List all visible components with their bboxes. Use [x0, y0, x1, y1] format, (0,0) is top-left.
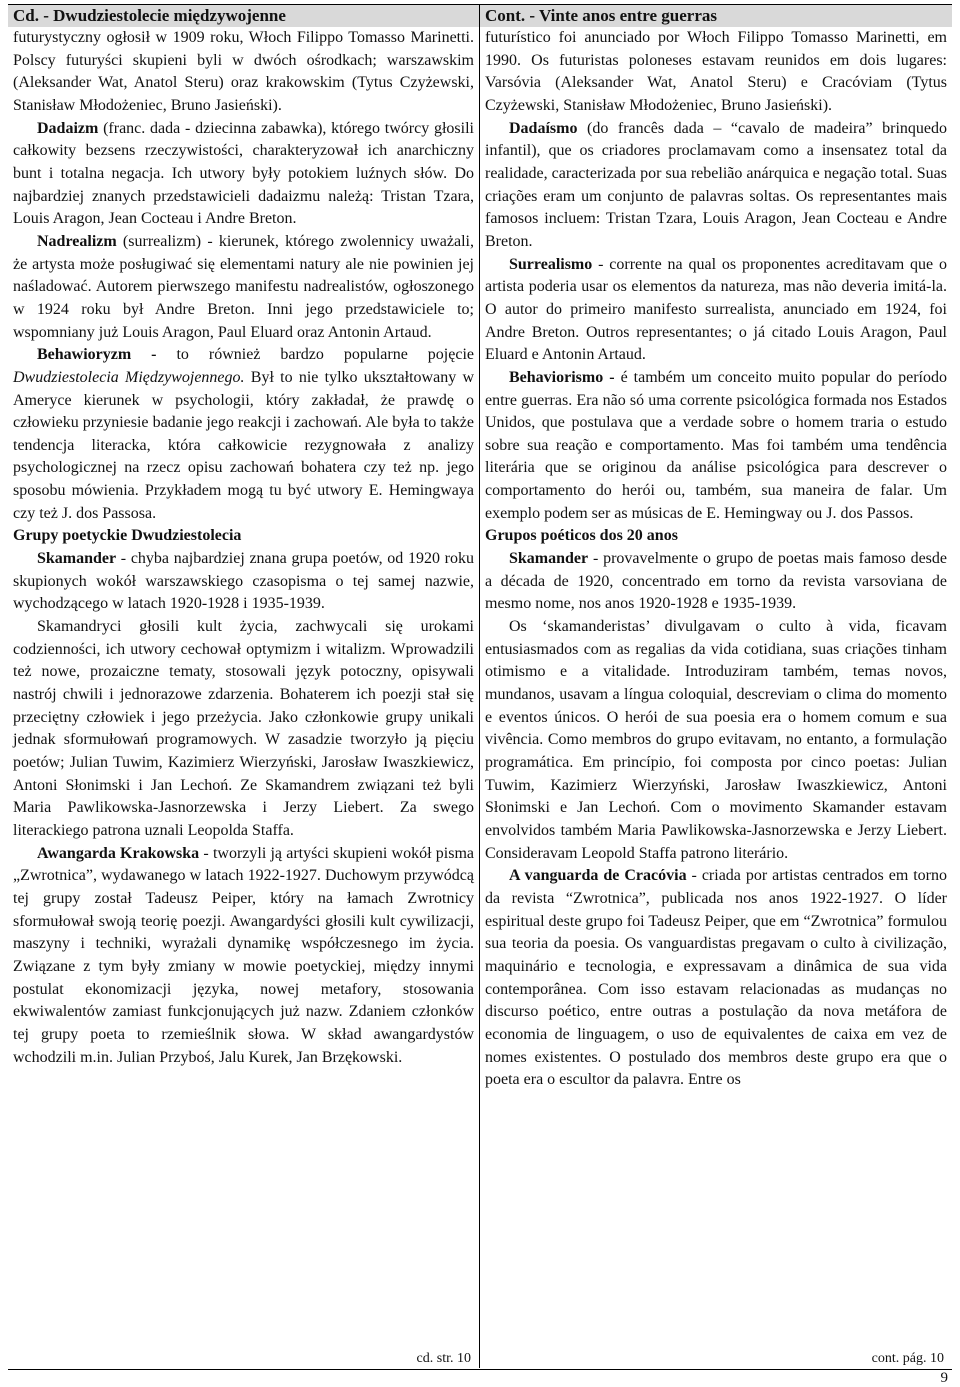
dada-term: Dadaísmo [509, 119, 578, 137]
page-number: 9 [940, 1370, 948, 1386]
surrealism-term: Nadrealizm [37, 232, 117, 250]
futurism-paragraph: futurístico foi anunciado por Włoch Filippo Tomasso Marinetti, em 1990. Os futuristas poloneses estavam reunidos em dois lugares: Varsóvia (Aleksander Wat, Anatol Steru) e Cracóviam (Tytus Czyżewski, Stanisław Młodożeniec, Bruno Jasieński). [485, 29, 947, 114]
behaviorism-term: Behawioryzm - [37, 346, 157, 364]
two-column-table [8, 4, 952, 1370]
continuation-reference: cd. str. 10 [416, 1351, 471, 1366]
futurism-paragraph: futurystyczny ogłosił w 1909 roku, Włoch Filippo Tomasso Marinetti. Polscy futuryści skupieni byli w dwóch ośrodkach; warszawskim (Aleksander Wat, Anatol Steru) oraz krakowskim (Tytus Czyżewski, Stanisław Młodożeniec, Bruno Jasieński). [13, 29, 474, 114]
avantgarde-term: Awangarda Krakowska [37, 844, 200, 862]
behaviorism-paragraph: Behawioryzm - to również bardzo popularne pojęcie Dwudziestolecia Międzywojennego. Był to nie tylko ukształtowany w Ameryce kierunek w psychologii, który zakładał, że prawdę o człowieku przyniesie badanie jego reakcji i zachowań. Ale była to także tendencja literacka, która całkowicie rezygnowała z analizy psychologicznej na rzecz opisu zachowań bohatera czy też np. jego sposobu mówienia. Przykładem mogą tu być utwory E. Hemingwaya czy też J. dos Passosa. [13, 346, 474, 522]
dada-paragraph: Dadaizm (franc. dada - dziecinna zabawka), którego twórcy głosili całkowity bezsens rzeczywistości, charakteryzował ich anarchiczny bunt i totalna negacja. Ich utwory były potokiem luźnych słów. Do najbardziej znanych przedstawicieli dadaizmu należą: Tristan Tzara, Louis Aragon, Jean Cocteau i Andre Breton. [13, 119, 474, 228]
polish-column-header: Cd. - Dwudziestolecie międzywojenne [8, 5, 479, 27]
skamander-paragraph: Skamander - provavelmente o grupo de poetas mais famoso desde a década de 1920, concentrado em torno da revista varsoviana de mesmo nome, nos anos 1920-1928 e 1935-1939. [485, 550, 947, 613]
skamander-term: Skamander [37, 550, 117, 568]
skamander-term: Skamander [509, 550, 589, 568]
skamander-paragraph-2: Os ‘skamanderistas’ divulgavam o culto à vida, ficavam entusiasmados com as regalias da vida cotidiana, suas criações tinham otimismo e a vitalidade. Introduziram também, temas novos, mundanos, usavam a língua coloquial, descreviam o clima do momento e eventos únicos. O herói de sua poesia era o homem comum e sua vivência. Como membros do grupo evitavam, no entanto, a formulação programática. Em princípio, foi composta por cinco poetas: Julian Tuwim, Kazimierz Wierzyński, Jarosław Iwaszkiewicz, Antoni Słonimski e Jan Lechoń. Com o movimento Skamander estavam envolvidos também Maria Pawlikowska-Jasnorzewska e Jerzy Liebert. Consideravam Leopold Staffa patrono literário. [485, 618, 947, 862]
avantgarde-paragraph: A vanguarda de Cracóvia - criada por artistas centrados em torno da revista “Zwrotnica”, publicada nos anos 1922-1927. O líder espiritual deste grupo foi Tadeusz Peiper, que em “Zwrotnica” formulou sua teoria da poesia. Os vanguardistas pregavam o culto à civilização, maquinário e tecnologia, e expressavam a dinâmica de sua vida contemporânea. Com isso estavam relacionadas as mudanças no discurso poético, entre outras a postulação da nova metáfora de economia de linguagem, o uso de equivalentes de caixa em vez de nomes existentes. O postulado dos membros deste grupo era que o poeta era o escultor da palavra. Entre os [485, 867, 948, 1089]
continuation-reference: cont. pág. 10 [871, 1351, 944, 1366]
groups-heading: Grupos poéticos dos 20 anos [485, 527, 678, 545]
polish-column [8, 5, 480, 1368]
dada-term: Dadaizm [37, 119, 99, 137]
behaviorism-term: Behaviorismo - [509, 368, 615, 386]
avantgarde-term: A vanguarda de Cracóvia [509, 867, 687, 885]
behaviorism-paragraph: Behaviorismo - é também um conceito muito popular do período entre guerras. Era não só uma corrente psicológica formada nos Estados Unidos, que postulava que a verdade sobre o homem traria o estudo sobre sua reação e comportamento. Mas foi também uma tendência literária que se originou da análise psicológica para descrever o comportamento do herói ou, também, sua maneira de falar. Um exemplo podem ser as músicas de E. Hemingway ou J. dos Passos. [485, 368, 947, 522]
document-page [8, 4, 952, 1386]
dada-paragraph: Dadaísmo (do francês dada – “cavalo de madeira” brinquedo infantil), que os criadores proclamavam como a insensatez total da realidade, caracterizada por sua rebelião anárquica e negação total. Suas criações eram um conjunto de palavras soltas. Os representantes mais famosos incluem: Tristan Tzara, Louis Aragon, Jean Cocteau e Andre Breton. [485, 119, 947, 250]
portuguese-column-header: Cont. - Vinte anos entre guerras [480, 5, 952, 27]
portuguese-column [480, 5, 952, 1368]
portuguese-text [485, 27, 947, 1092]
surrealism-paragraph: Nadrealizm (surrealizm) - kierunek, którego zwolennicy uważali, że artysta może posługiwać się elementami natury ale nie powinien jej naśladować. Autorem pierwszego manifestu nadrealistów, ogłoszonego w 1924 roku był Andre Breton. Inni jego przedstawiciele to; wspomniany już Louis Aragon, Paul Eluard oraz Antonin Artaud. [13, 232, 474, 341]
skamander-paragraph: Skamander - chyba najbardziej znana grupa poetów, od 1920 roku skupionych wokół warszawskiego czasopisma o tej samej nazwie, wychodzącego w latach 1920-1928 i 1935-1939. [13, 550, 474, 613]
avantgarde-paragraph: Awangarda Krakowska - tworzyli ją artyści skupieni wokół pisma „Zwrotnica”, wydawanego w latach 1922-1927. Duchowym przywódcą tej grupy został Tadeusz Peiper, który na łamach Zwrotnicy sformułował swoją teorię poezji. Awangardyści głosili kult cywilizacji, maszyny i techniki, wyrażali dynamikę współczesnego im życia. Związane z tym były zmiany w mowie poetyckiej, między innymi postulat ekonomizacji języka, nowej metafory, stosowania ekwiwalentów zamiast funkcjonujących już nazw. Zdaniem członków tej grupy poeta to rzemieślnik słowa. W skład awangardystów wchodzili m.in. Julian Przyboś, Jalu Kurek, Jan Brzękowski. [13, 844, 474, 1066]
surrealism-paragraph: Surrealismo - corrente na qual os proponentes acreditavam que o artista poderia usar os elementos da natureza, mas não deveria imitá-la. O autor do primeiro manifesto surrealista, anunciado em 1924, foi Andre Breton. Outros representantes; o já citado Louis Aragon, Paul Eluard e Antonin Artaud. [485, 255, 947, 364]
polish-text [13, 27, 474, 1069]
surrealism-term: Surrealismo [509, 255, 593, 273]
skamander-paragraph-2: Skamandryci głosili kult życia, zachwycali się urokami codzienności, ich utwory cechował optymizm i witalizm. Wprowadzili też nowe, prozaiczne tematy, stosowali język potoczny, opisywali nastrój chwili i jednorazowe zdarzenia. Bohaterem ich poezji stał się przeciętny człowiek i jego przeżycia. Jako członkowie grupy unikali jednak sformułowań programowych. W zasadzie tworzyło ją pięciu poetów; Julian Tuwim, Kazimierz Wierzyński, Jarosław Iwaszkiewicz, Antoni Słonimski i Jan Lechoń. Ze Skamandrem związani też byli Maria Pawlikowska-Jasnorzewska i Jerzy Liebert. Za swego literackiego patrona uznali Leopolda Staffa. [13, 618, 474, 839]
groups-heading: Grupy poetyckie Dwudziestolecia [13, 527, 242, 545]
